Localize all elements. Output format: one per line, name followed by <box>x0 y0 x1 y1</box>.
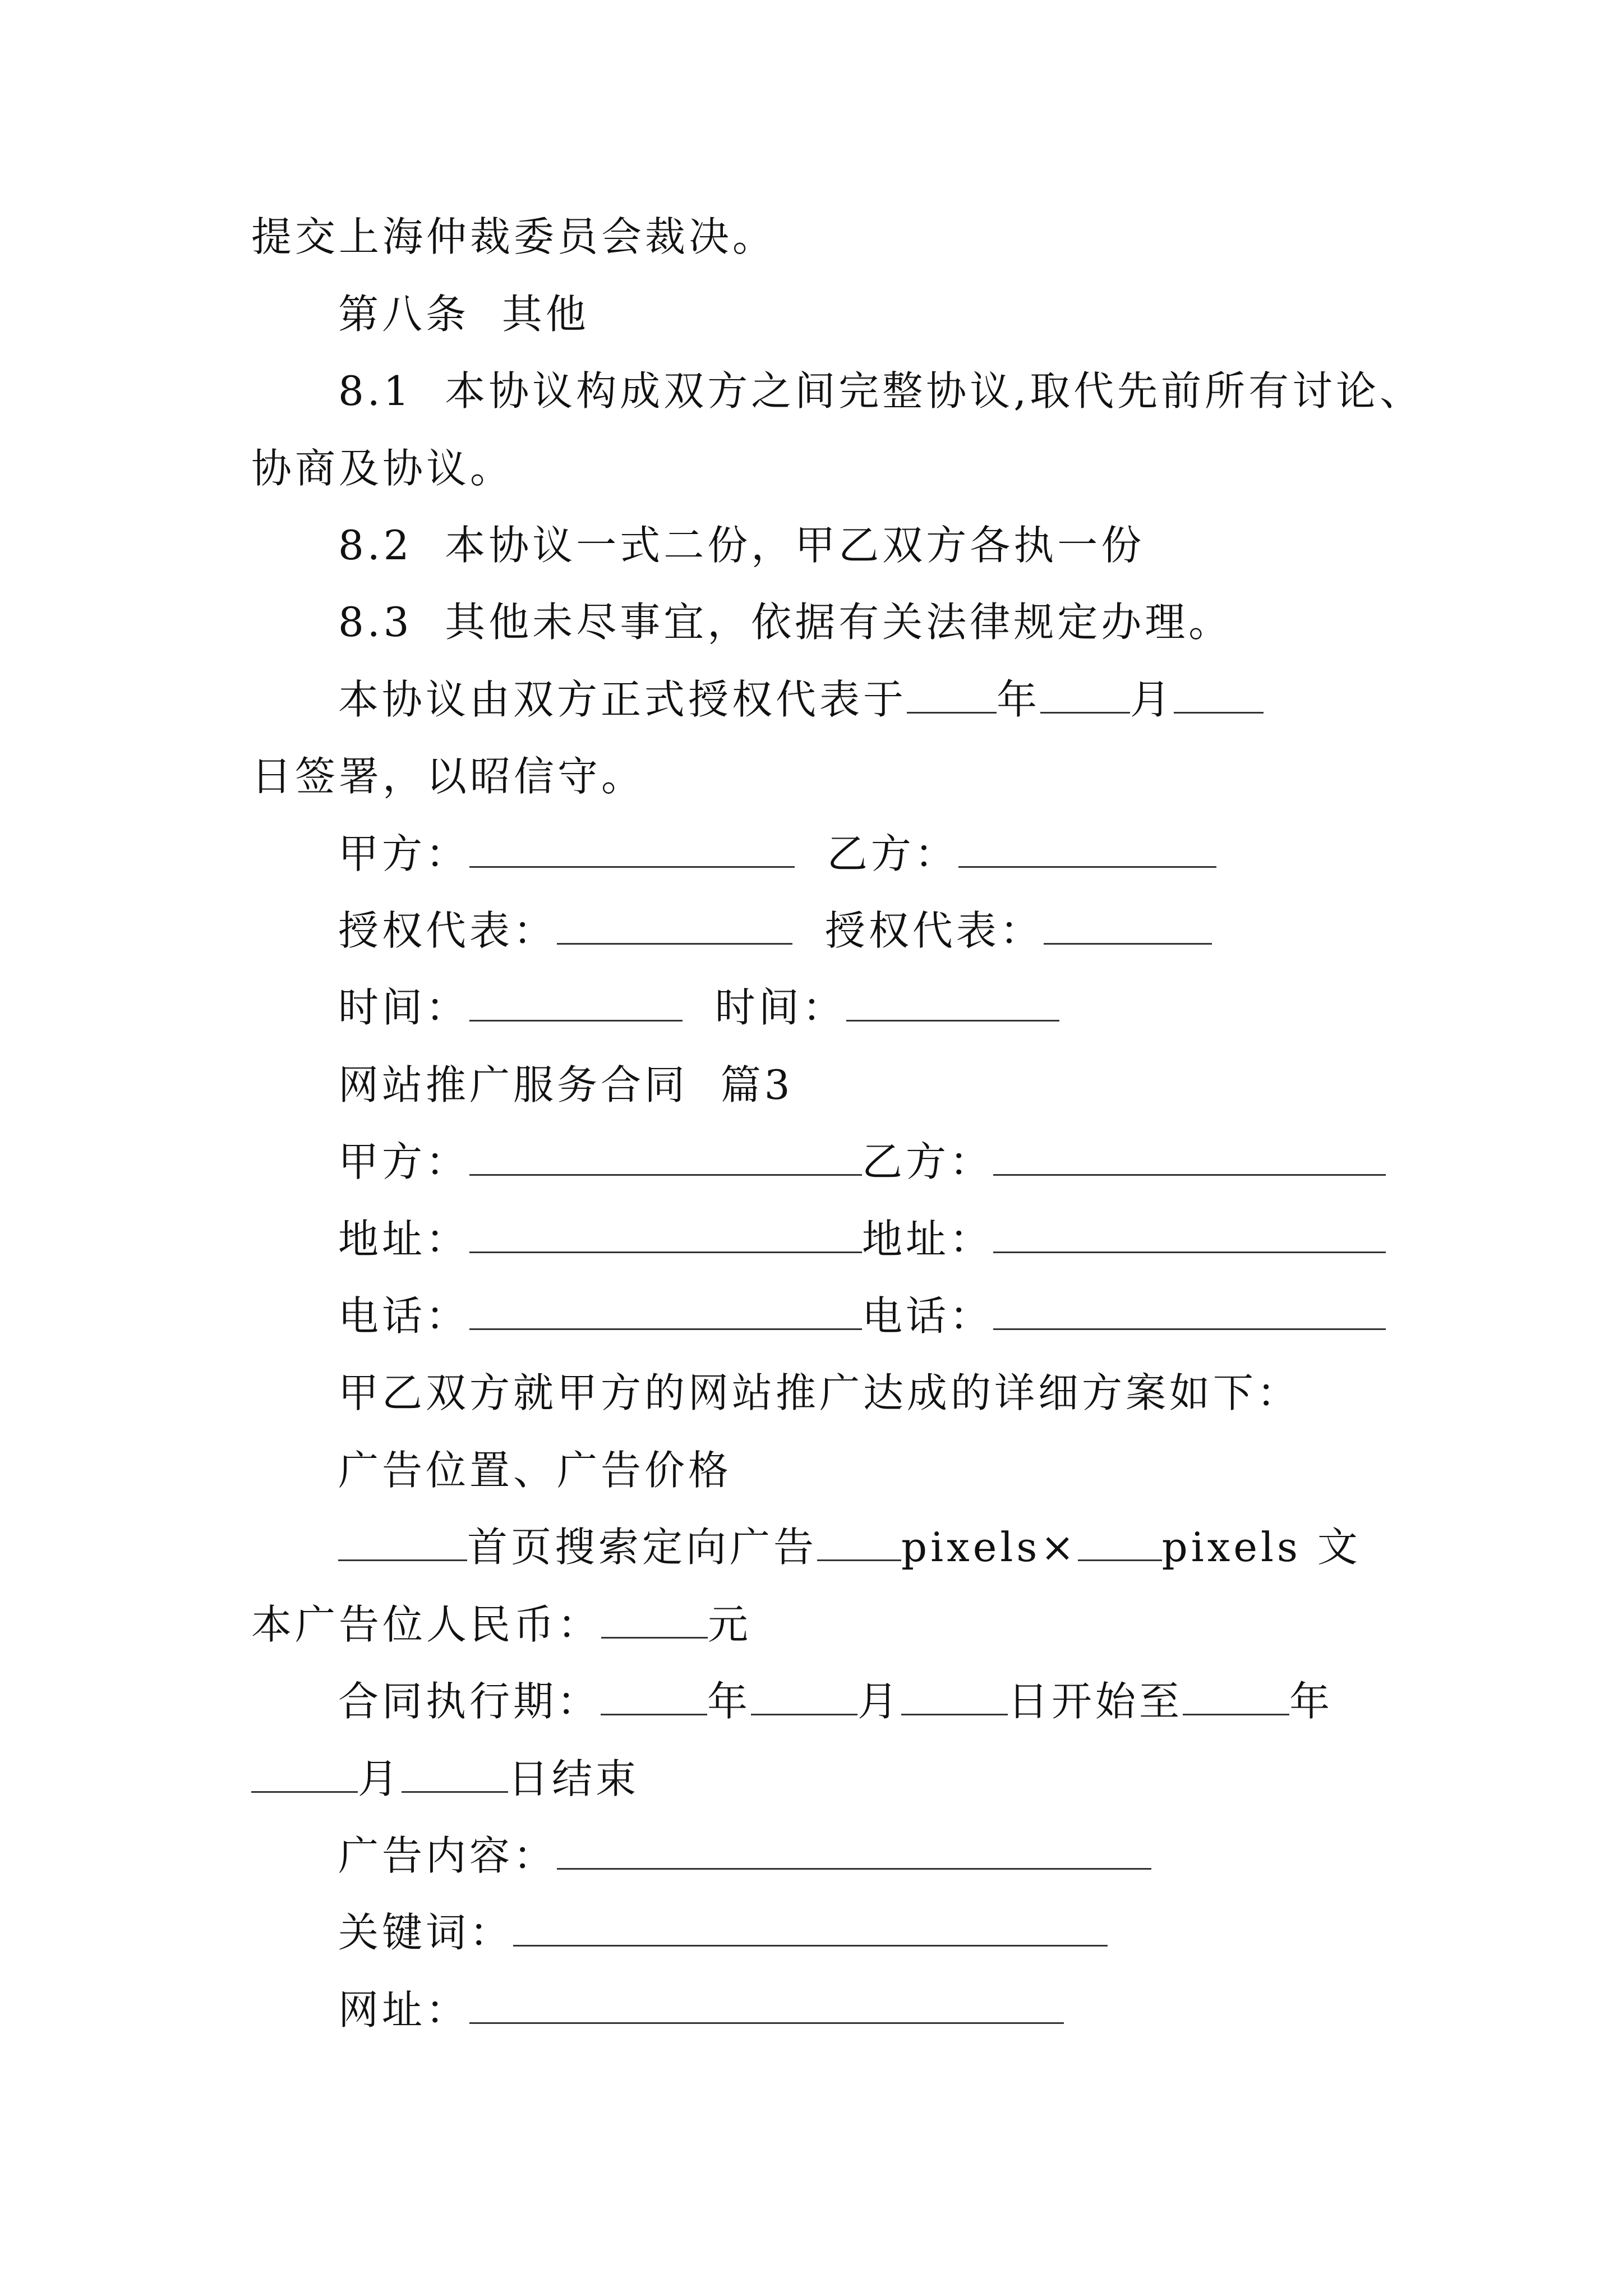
clause-line <box>338 517 1145 573</box>
line-text: 乙方： <box>795 830 958 877</box>
month-blank <box>1040 677 1130 714</box>
keyword-line <box>338 1904 1108 1961</box>
width-blank <box>817 1525 901 1561</box>
time-b-blank <box>846 985 1059 1022</box>
line-text: 年 <box>707 1678 751 1725</box>
url-blank <box>469 1987 1064 2024</box>
line-text: 甲方： <box>338 1138 470 1185</box>
year-blank <box>907 677 997 714</box>
phone-line <box>338 1288 1386 1344</box>
party-line <box>338 826 1216 882</box>
line-text: 元 <box>708 1601 752 1648</box>
clause-text: 8.2 本协议一式二份，甲乙双方各执一份 <box>338 522 1145 569</box>
phone-a-blank <box>469 1294 862 1330</box>
line-text: 授权代表： <box>792 907 1044 954</box>
line-text: 乙方： <box>862 1138 994 1185</box>
line-text: 广告内容： <box>338 1832 557 1879</box>
line-text: 本广告位人民币： <box>251 1601 602 1648</box>
party-b-blank <box>993 1139 1386 1176</box>
clause-text: 8.3 其他未尽事宜，依据有关法律规定办理。 <box>338 599 1233 646</box>
heading-text: 第八条 其他 <box>338 291 589 338</box>
line-text: pixels 文 <box>1161 1524 1361 1571</box>
line-text: 首页搜索定向广告 <box>467 1524 818 1571</box>
start-month-blank <box>751 1679 857 1715</box>
party-line <box>338 1134 1386 1190</box>
line-text: 本协议由双方正式授权代表于 <box>338 676 907 723</box>
line-text: 电话： <box>862 1292 994 1340</box>
title-text: 网站推广服务合同 篇3 <box>338 1061 794 1108</box>
party-a-blank <box>469 831 795 868</box>
section-heading <box>338 286 589 342</box>
heading-text: 广告位置、广告价格 <box>338 1447 732 1494</box>
price-line <box>251 1596 751 1653</box>
line-text: 电话： <box>338 1292 470 1340</box>
line-text: 时间： <box>338 984 470 1031</box>
line-text: 授权代表： <box>338 907 557 954</box>
ad-content-line <box>338 1828 1151 1884</box>
text-line <box>251 748 645 804</box>
address-a-blank <box>469 1217 862 1253</box>
url-line <box>338 1982 1064 2038</box>
ad-quantity-blank <box>338 1525 467 1561</box>
line-text: 提交上海仲裁委员会裁决。 <box>251 213 777 260</box>
party-a-blank <box>469 1139 862 1176</box>
line-text: 月 <box>857 1678 902 1725</box>
day-blank <box>1174 677 1264 714</box>
time-a-blank <box>469 985 683 1022</box>
ad-size-line <box>338 1519 1361 1575</box>
line-text: 甲乙双方就甲方的网站推广达成的详细方案如下： <box>338 1369 1301 1416</box>
representative-a-blank <box>557 908 792 945</box>
line-text: 日开始至 <box>1008 1678 1183 1725</box>
address-b-blank <box>993 1217 1386 1253</box>
end-day-blank <box>402 1756 508 1793</box>
ad-content-blank <box>557 1833 1151 1870</box>
signing-date-line <box>338 671 1264 728</box>
start-year-blank <box>601 1679 707 1715</box>
line-text: 年 <box>997 676 1041 723</box>
line-text: 时间： <box>683 984 846 1031</box>
line-text: 地址： <box>862 1216 994 1263</box>
clause-text: 8.1 本协议构成双方之间完整协议,取代先前所有讨论、 <box>338 367 1424 415</box>
line-text: 月 <box>358 1755 402 1802</box>
line-text: 甲方： <box>338 830 470 877</box>
start-day-blank <box>901 1679 1008 1715</box>
price-blank <box>601 1602 708 1639</box>
representative-line <box>338 903 1212 959</box>
line-text: 网址： <box>338 1986 470 2033</box>
address-line <box>338 1211 1386 1267</box>
subsection-heading <box>338 1442 732 1498</box>
line-text: pixels× <box>901 1524 1078 1571</box>
line-text: 日结束 <box>508 1755 640 1802</box>
term-continuation <box>251 1751 639 1807</box>
line-text: 月 <box>1130 676 1174 723</box>
representative-b-blank <box>1044 908 1212 945</box>
text-line <box>338 1365 1301 1421</box>
height-blank <box>1078 1525 1162 1561</box>
clause-line <box>338 594 1232 650</box>
clause-continuation <box>251 440 514 496</box>
text-line <box>251 209 776 265</box>
line-text: 日签署，以昭信守。 <box>251 753 645 800</box>
line-text: 年 <box>1289 1678 1334 1725</box>
contract-title <box>338 1057 794 1113</box>
end-month-blank <box>251 1756 358 1793</box>
phone-b-blank <box>993 1294 1386 1330</box>
end-year-blank <box>1183 1679 1289 1715</box>
keyword-blank <box>513 1910 1108 1947</box>
term-line <box>338 1673 1333 1729</box>
party-b-blank <box>958 831 1216 868</box>
line-text: 地址： <box>338 1216 470 1263</box>
line-text: 协商及协议。 <box>251 445 514 492</box>
line-text: 关键词： <box>338 1909 514 1956</box>
time-line <box>338 979 1059 1036</box>
line-text: 合同执行期： <box>338 1678 601 1725</box>
clause-line <box>338 363 1423 419</box>
